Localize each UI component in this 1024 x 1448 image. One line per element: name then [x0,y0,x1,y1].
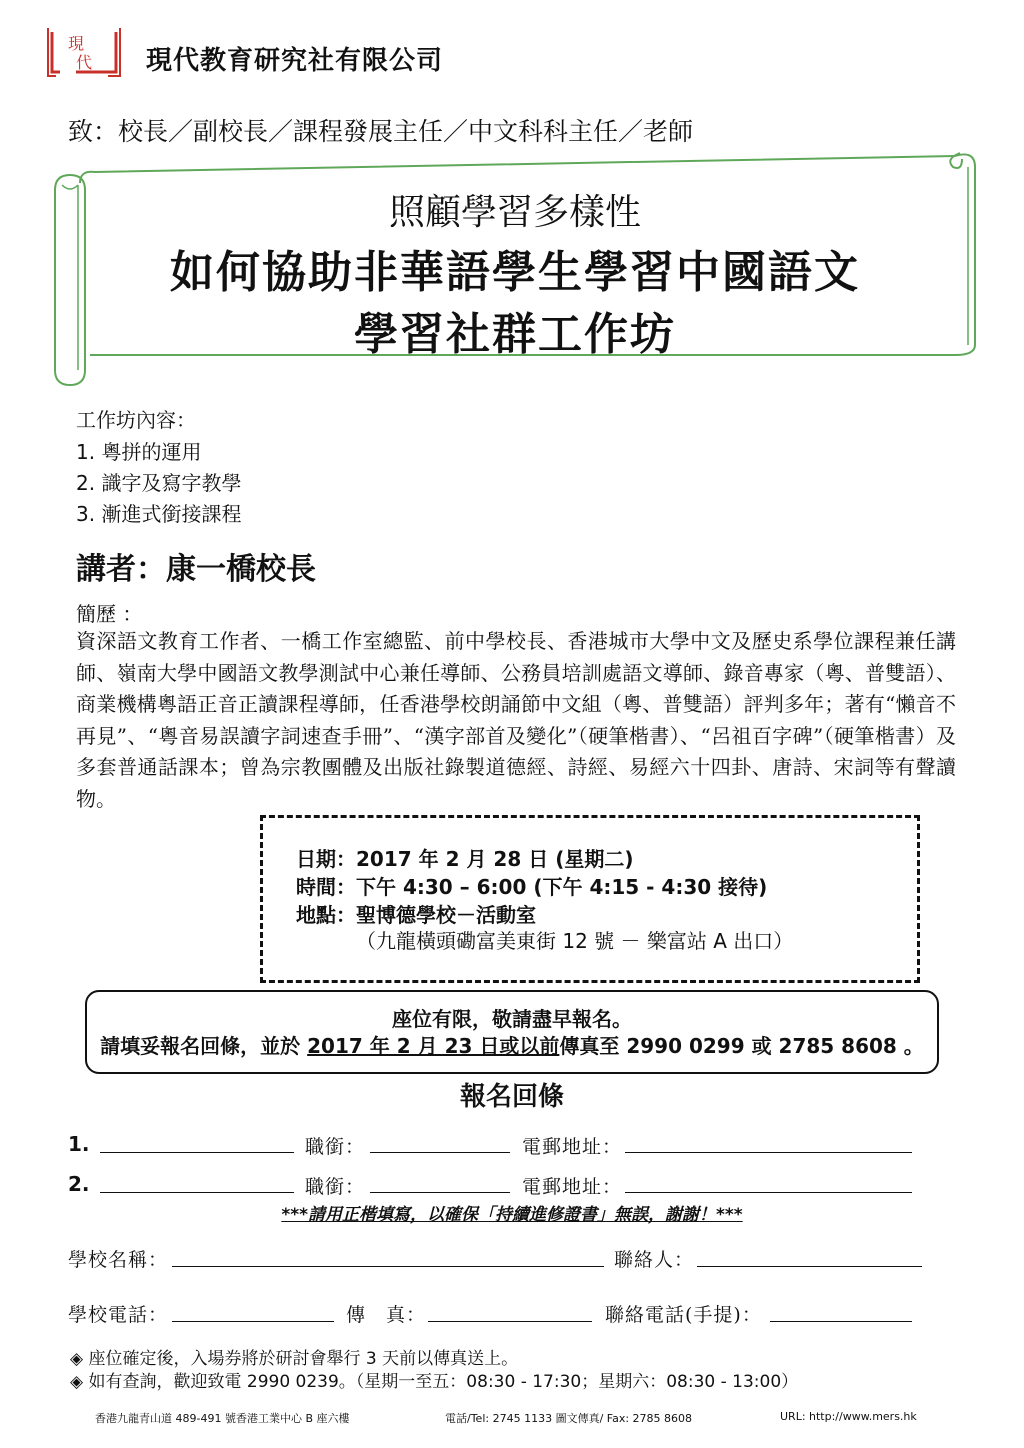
banner-title: 如何協助非華語學生學習中國語文 [170,247,860,298]
deadline-date: 2017 年 2 月 23 日或以前 [307,1034,560,1058]
logo-text-2: 代 [76,53,93,72]
fax-label: 傳 真： [346,1304,427,1326]
notice-seats: 座位有限，敬請盡早報名。 [392,1007,632,1031]
resume-label: 簡歷 ： [76,602,143,626]
email-label: 電郵地址： [522,1176,623,1198]
company-name: 現代教育研究社有限公司 [146,46,444,76]
row-number: 1. [68,1132,90,1156]
event-time: 時間：下午 4:30 – 6:00 (下午 4:15 - 4:30 接待) [296,875,768,899]
position-label: 職銜： [305,1176,366,1198]
notice-deadline [85,1030,939,1059]
school-name-field[interactable] [172,1266,604,1267]
notice-pre: 請填妥報名回條，並於 [100,1034,308,1058]
email-field-1[interactable] [625,1152,912,1153]
mobile-field[interactable] [770,1321,912,1322]
footer-url[interactable]: URL: http://www.mers.hk [780,1410,917,1423]
speaker-name: 講者：康一橋校長 [76,552,316,587]
school-phone-label: 學校電話： [68,1304,169,1326]
contact-label: 聯絡人： [614,1249,695,1271]
workshop-item: 2. 識字及寫字教學 [76,471,242,495]
row-number: 2. [68,1172,90,1196]
form-note: ***請用正楷填寫，以確保「持續進修證書」無誤，謝謝！*** [281,1205,743,1225]
position-field-1[interactable] [370,1152,510,1153]
logo-text-1: 現 [68,34,85,53]
form-title: 報名回條 [459,1082,564,1112]
footer-phone-fax: 電話/Tel: 2745 1133 圖文傳真/ Fax: 2785 8608 [445,1412,693,1425]
company-logo [46,26,122,78]
footer-address: 香港九龍青山道 489-491 號香港工業中心 B 座六樓 [95,1412,350,1425]
position-field-2[interactable] [370,1192,510,1193]
workshop-content-heading: 工作坊內容： [76,408,196,432]
recipients-line: 致：校長／副校長／課程發展主任／中文科科主任／老師 [68,117,694,146]
note-enquiry: ◈ 如有查詢，歡迎致電 2990 0239。（星期一至五：08:30 - 17:30；星期六：08:30 - 13:00） [70,1372,799,1392]
workshop-item: 3. 漸進式銜接課程 [76,502,242,526]
banner-subtitle: 照顧學習多樣性 [388,192,641,233]
venue-address: （九龍橫頭磡富美東街 12 號 － 樂富站 A 出口） [356,929,794,953]
note-ticket: ◈ 座位確定後，入場券將於研討會舉行 3 天前以傳真送上。 [70,1349,519,1369]
fax-field[interactable] [428,1321,592,1322]
mobile-label: 聯絡電話(手提)： [605,1304,762,1326]
contact-field[interactable] [697,1266,922,1267]
resume-text: 資深語文教育工作者、一橋工作室總監、前中學校長、香港城市大學中文及歷史系學位課程兼任講師、嶺南大學中國語文教學測試中心兼任導師、公務員培訓處語文導師、錄音專家（粵、普雙語）、商業機構粵語正音正讀課程導師，任香港學校朗誦節中文組（粵、普雙語）評判多年；著有“懶音不再見”、“粵音易誤讀字詞速查手冊”、“漢字部首及變化”（硬筆楷書）、“呂祖百字碑”（硬筆楷書）及多套普通話課本；曾為宗教團體及出版社錄製道德經、詩經、易經六十四卦、唐詩、宋詞等有聲讀物。 [76,629,956,811]
event-venue: 地點：聖博德學校－活動室 [296,903,536,927]
position-label: 職銜： [305,1136,366,1158]
school-name-label: 學校名稱： [68,1249,169,1271]
name-field-2[interactable] [100,1192,294,1193]
workshop-item: 1. 粵拼的運用 [76,440,202,464]
name-field-1[interactable] [100,1152,294,1153]
email-field-2[interactable] [625,1192,912,1193]
event-date: 日期：2017 年 2 月 28 日 (星期二) [296,847,634,871]
notice-post: 傳真至 2990 0299 或 2785 8608 。 [559,1034,924,1058]
banner-title-2: 學習社群工作坊 [354,309,676,360]
school-phone-field[interactable] [172,1321,334,1322]
email-label: 電郵地址： [522,1136,623,1158]
